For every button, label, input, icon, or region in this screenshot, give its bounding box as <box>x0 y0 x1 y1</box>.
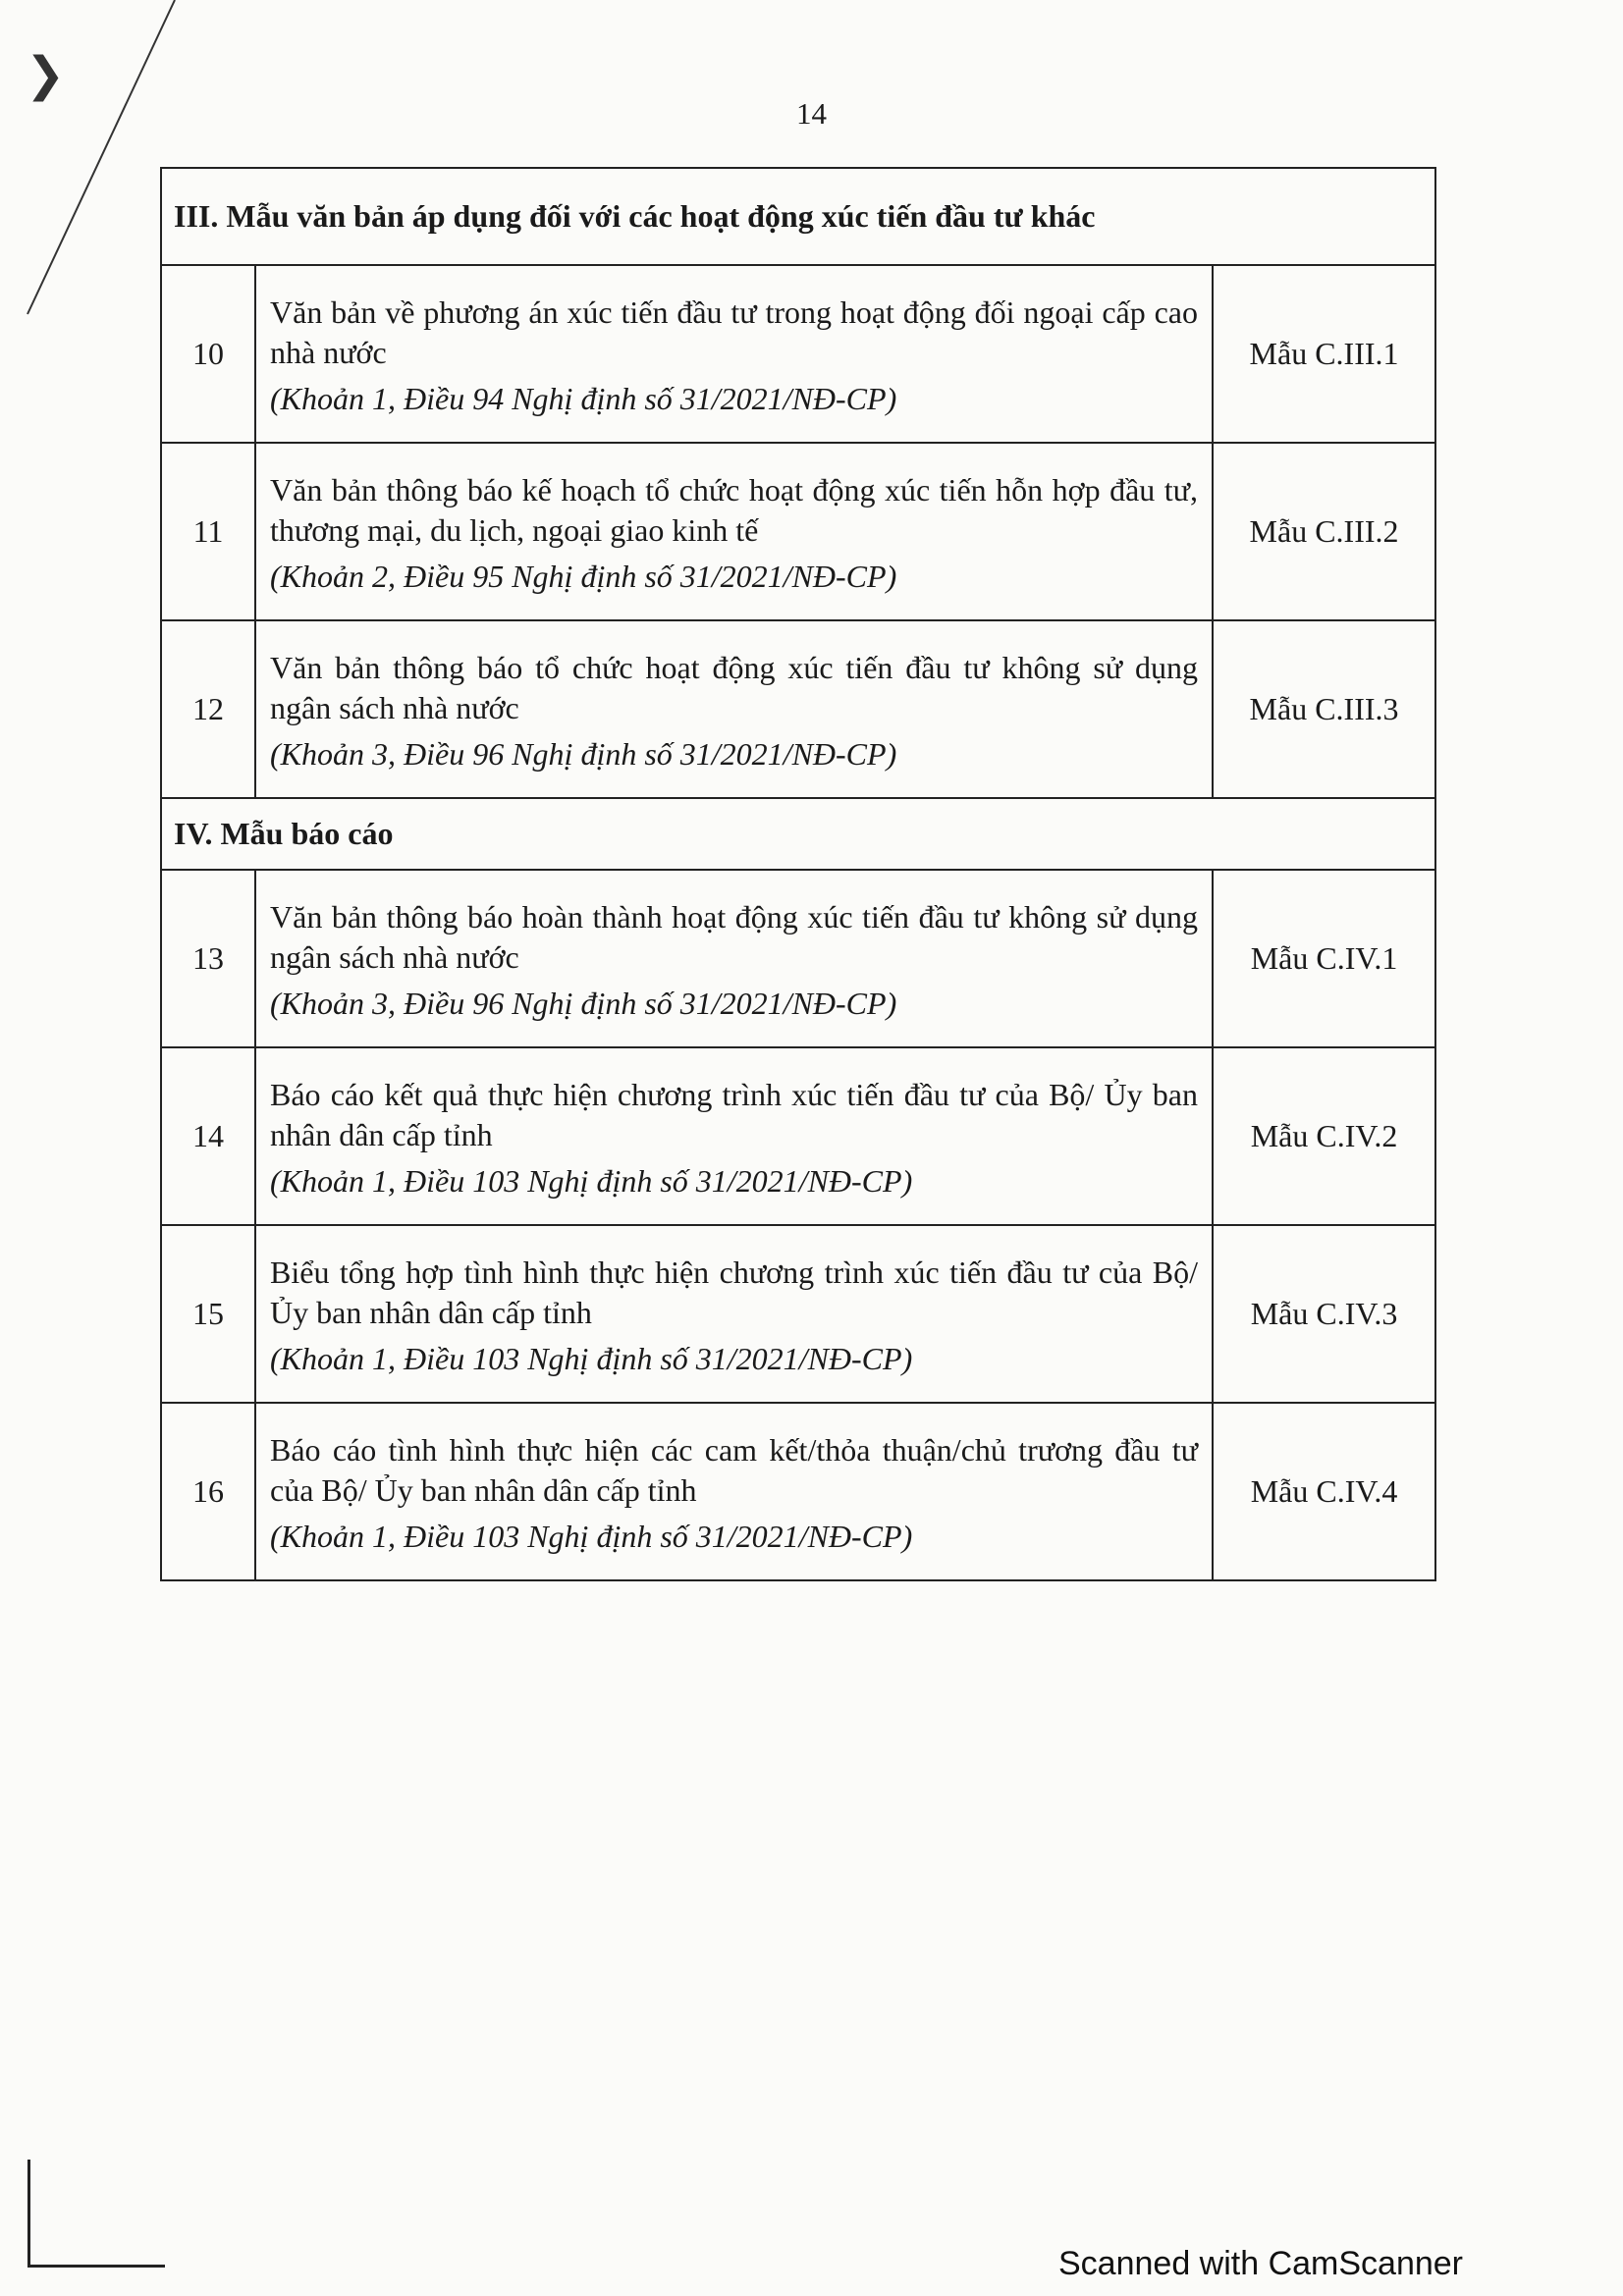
table-row <box>161 620 1435 798</box>
row-number: 13 <box>161 870 255 1047</box>
row-description <box>255 443 1213 620</box>
row-legal-reference: (Khoản 3, Điều 96 Nghị định số 31/2021/NĐ-CP) <box>270 735 897 772</box>
table-row <box>161 1047 1435 1225</box>
row-description <box>255 1403 1213 1580</box>
row-form-code: Mẫu C.IV.3 <box>1213 1225 1435 1403</box>
row-title: Văn bản thông báo kế hoạch tổ chức hoạt động xúc tiến hỗn hợp đầu tư, thương mại, du lịch, ngoại giao kinh tế <box>270 472 1198 549</box>
chevron-right-icon: ❯ <box>26 47 66 102</box>
row-number: 15 <box>161 1225 255 1403</box>
row-form-code: Mẫu C.IV.1 <box>1213 870 1435 1047</box>
section-heading-row <box>161 168 1435 265</box>
row-title: Văn bản thông báo tổ chức hoạt động xúc tiến đầu tư không sử dụng ngân sách nhà nước <box>270 650 1198 726</box>
section-heading-row <box>161 798 1435 870</box>
row-legal-reference: (Khoản 1, Điều 103 Nghị định số 31/2021/NĐ-CP) <box>270 1340 913 1376</box>
row-number: 11 <box>161 443 255 620</box>
row-legal-reference: (Khoản 2, Điều 95 Nghị định số 31/2021/NĐ-CP) <box>270 558 897 594</box>
row-form-code: Mẫu C.IV.2 <box>1213 1047 1435 1225</box>
row-form-code: Mẫu C.III.1 <box>1213 265 1435 443</box>
row-form-code: Mẫu C.IV.4 <box>1213 1403 1435 1580</box>
row-form-code: Mẫu C.III.3 <box>1213 620 1435 798</box>
row-description <box>255 1225 1213 1403</box>
row-legal-reference: (Khoản 1, Điều 103 Nghị định số 31/2021/NĐ-CP) <box>270 1518 913 1554</box>
row-form-code: Mẫu C.III.2 <box>1213 443 1435 620</box>
corner-edge-horizontal <box>27 2265 165 2268</box>
row-legal-reference: (Khoản 1, Điều 103 Nghị định số 31/2021/NĐ-CP) <box>270 1162 913 1199</box>
page-number: 14 <box>796 96 827 131</box>
scanner-watermark: Scanned with CamScanner <box>1058 2245 1464 2282</box>
row-number: 16 <box>161 1403 255 1580</box>
corner-edge-vertical <box>27 2160 30 2268</box>
table-row <box>161 1403 1435 1580</box>
row-description <box>255 870 1213 1047</box>
row-legal-reference: (Khoản 3, Điều 96 Nghị định số 31/2021/NĐ-CP) <box>270 985 897 1021</box>
section-heading: III. Mẫu văn bản áp dụng đối với các hoạt động xúc tiến đầu tư khác <box>161 168 1435 265</box>
row-title: Báo cáo kết quả thực hiện chương trình xúc tiến đầu tư của Bộ/ Ủy ban nhân dân cấp tỉnh <box>270 1077 1198 1153</box>
row-number: 12 <box>161 620 255 798</box>
row-number: 14 <box>161 1047 255 1225</box>
row-title: Báo cáo tình hình thực hiện các cam kết/thỏa thuận/chủ trương đầu tư của Bộ/ Ủy ban nhân dân cấp tỉnh <box>270 1432 1198 1509</box>
table-row <box>161 870 1435 1047</box>
row-title: Biểu tổng hợp tình hình thực hiện chương trình xúc tiến đầu tư của Bộ/ Ủy ban nhân dân cấp tỉnh <box>270 1255 1198 1331</box>
table-row <box>161 443 1435 620</box>
row-description <box>255 1047 1213 1225</box>
table-row <box>161 1225 1435 1403</box>
table-row <box>161 265 1435 443</box>
row-legal-reference: (Khoản 1, Điều 94 Nghị định số 31/2021/NĐ-CP) <box>270 380 897 416</box>
forms-table <box>160 167 1436 1581</box>
row-title: Văn bản về phương án xúc tiến đầu tư trong hoạt động đối ngoại cấp cao nhà nước <box>270 294 1198 371</box>
section-heading: IV. Mẫu báo cáo <box>161 798 1435 870</box>
row-description <box>255 265 1213 443</box>
row-description <box>255 620 1213 798</box>
row-title: Văn bản thông báo hoàn thành hoạt động xúc tiến đầu tư không sử dụng ngân sách nhà nước <box>270 899 1198 976</box>
row-number: 10 <box>161 265 255 443</box>
